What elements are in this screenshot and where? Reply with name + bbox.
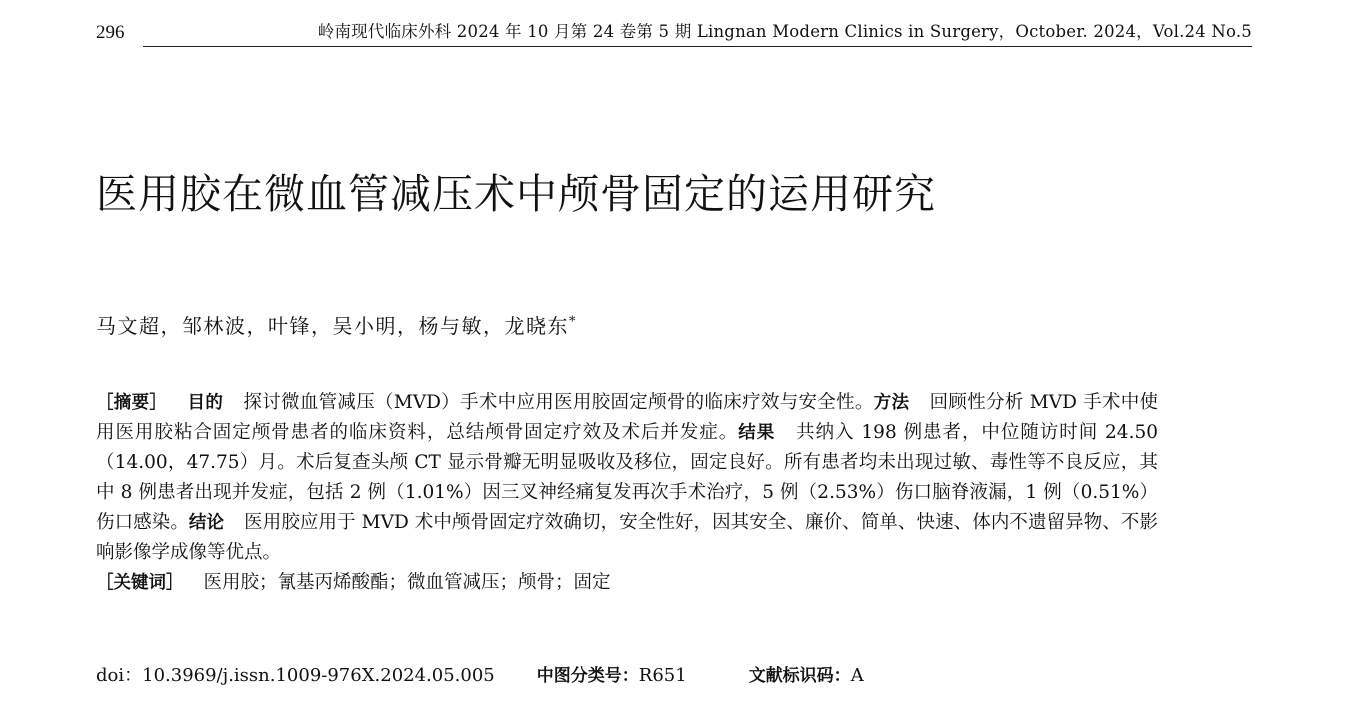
journal-header-line: 岭南现代临床外科 2024 年 10 月第 24 卷第 5 期 Lingnan Modern Clinics in Surgery，October. 2024，Vol.24 No.5	[143, 18, 1253, 47]
clc-label: 中图分类号：	[536, 666, 639, 686]
running-header	[96, 18, 1252, 47]
document-code	[749, 661, 864, 686]
doi-value: doi：10.3969/j.issn.1009-976X.2024.05.005	[96, 665, 495, 686]
abstract-methods-text: 回顾性分析 MVD 手术中使用医用胶粘合固定颅骨患者的临床资料，总结颅骨固定疗效及术后并发症。	[96, 392, 1159, 443]
abstract-conclusion-label: 结论	[188, 512, 225, 533]
corresponding-author-mark: *	[569, 314, 577, 330]
keywords-paragraph	[96, 568, 1158, 598]
keywords-label: ［关键词］	[96, 572, 184, 593]
abstract-conclusion-text: 医用胶应用于 MVD 术中颅骨固定疗效确切，安全性好，因其安全、廉价、简单、快速、体内不遗留异物、不影响影像学成像等优点。	[96, 511, 1158, 563]
author-names: 马文超，邹林波，叶锋，吴小明，杨与敏，龙晓东	[96, 314, 569, 338]
keywords-text: 医用胶；氰基丙烯酸酯；微血管减压；颅骨；固定	[203, 571, 611, 593]
clc-number	[537, 661, 687, 686]
document-code-value: A	[850, 665, 864, 686]
abstract-objective-text: 探讨微血管减压（MVD）手术中应用医用胶固定颅骨的临床疗效与安全性。	[243, 392, 874, 413]
abstract-methods-label: 方法	[873, 393, 910, 413]
author-list	[96, 310, 1096, 339]
clc-value: R651	[638, 665, 687, 686]
page-number: 296	[96, 22, 125, 44]
abstract-objective-label: 目的	[187, 393, 224, 413]
abstract-results-label: 结果	[738, 422, 776, 443]
abstract-label: ［摘要］	[96, 393, 168, 413]
abstract-results-text: 共纳入 198 例患者，中位随访时间 24.50（14.00，47.75）月。术后复查头颅 CT 显示骨瓣无明显吸收及移位，固定良好。所有患者均未出现过敏、毒性等不良反应，其中 8 例患者出现并发症，包括 2 例（1.01%）因三叉神经痛复发再次手术治疗，5 例（2.53%）伤口脑脊液漏，1 例（0.51%）伤口感染。	[96, 421, 1159, 533]
page-title: 医用胶在微血管减压术中颅骨固定的运用研究	[96, 170, 936, 219]
article-meta-line	[96, 661, 1158, 687]
abstract-block	[96, 388, 1158, 598]
document-code-label: 文献标识码：	[748, 666, 851, 686]
abstract-paragraph	[96, 388, 1158, 568]
